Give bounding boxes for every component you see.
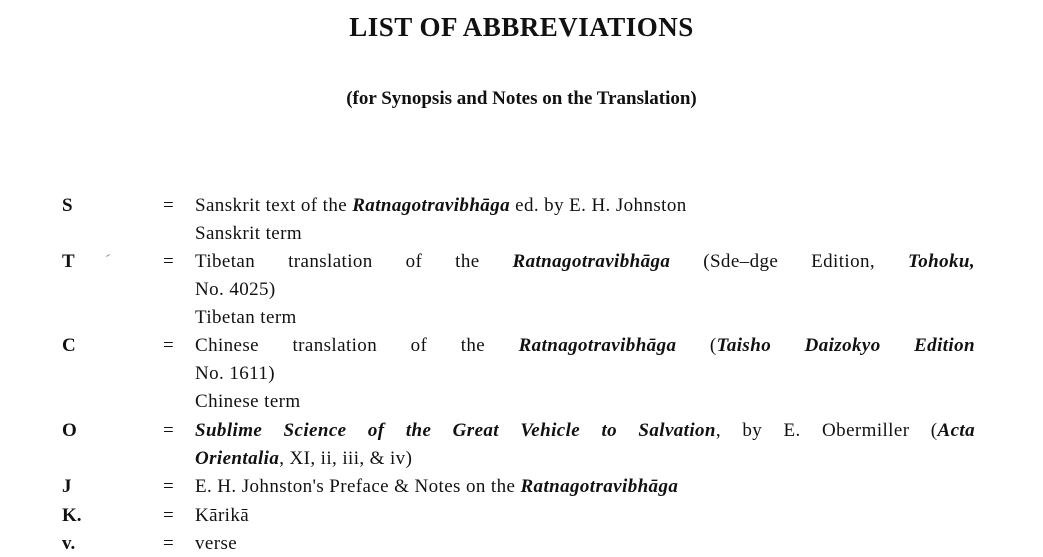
stray-mark: [106, 254, 110, 257]
definition-k-line1: Kārikā: [195, 505, 250, 526]
page-subtitle: (for Synopsis and Notes on the Translation): [346, 88, 697, 109]
definition-t-line2: No. 4025): [195, 279, 276, 300]
definition-c-line2: No. 1611): [195, 363, 275, 384]
abbr-t: T: [62, 251, 75, 272]
abbr-c: C: [62, 335, 76, 356]
equals-sign: =: [163, 195, 174, 216]
definition-o-line1: Sublime Science of the Great Vehicle to Salvation, by E. Obermiller (Acta: [195, 420, 975, 441]
definition-t-line3: Tibetan term: [195, 307, 297, 328]
definition-j-line1: E. H. Johnston's Preface & Notes on the Ratnagotravibhāga: [195, 476, 679, 497]
equals-sign: =: [163, 420, 174, 441]
definition-c-line1: Chinese translation of the Ratnagotravibhāga (Taisho Daizokyo Edition: [195, 335, 975, 356]
equals-sign: =: [163, 335, 174, 356]
page-title: LIST OF ABBREVIATIONS: [349, 12, 694, 42]
abbr-j: J: [62, 476, 72, 497]
definition-s-line1: Sanskrit text of the Ratnagotravibhāga ed. by E. H. Johnston: [195, 195, 687, 216]
definition-t-line1: Tibetan translation of the Ratnagotravibhāga (Sde–dge Edition, Tohoku,: [195, 251, 975, 272]
equals-sign: =: [163, 476, 174, 497]
equals-sign: =: [163, 505, 174, 526]
equals-sign: =: [163, 533, 174, 554]
definition-v-line1: verse: [195, 533, 238, 554]
definition-s-line2: Sanskrit term: [195, 223, 303, 244]
abbr-k: K.: [62, 505, 82, 526]
abbr-v: v.: [62, 533, 76, 554]
definition-o-line2: Orientalia, XI, ii, iii, & iv): [195, 448, 413, 469]
abbr-s: S: [62, 195, 73, 216]
abbr-o: O: [62, 420, 77, 441]
equals-sign: =: [163, 251, 174, 272]
definition-c-line3: Chinese term: [195, 391, 301, 412]
